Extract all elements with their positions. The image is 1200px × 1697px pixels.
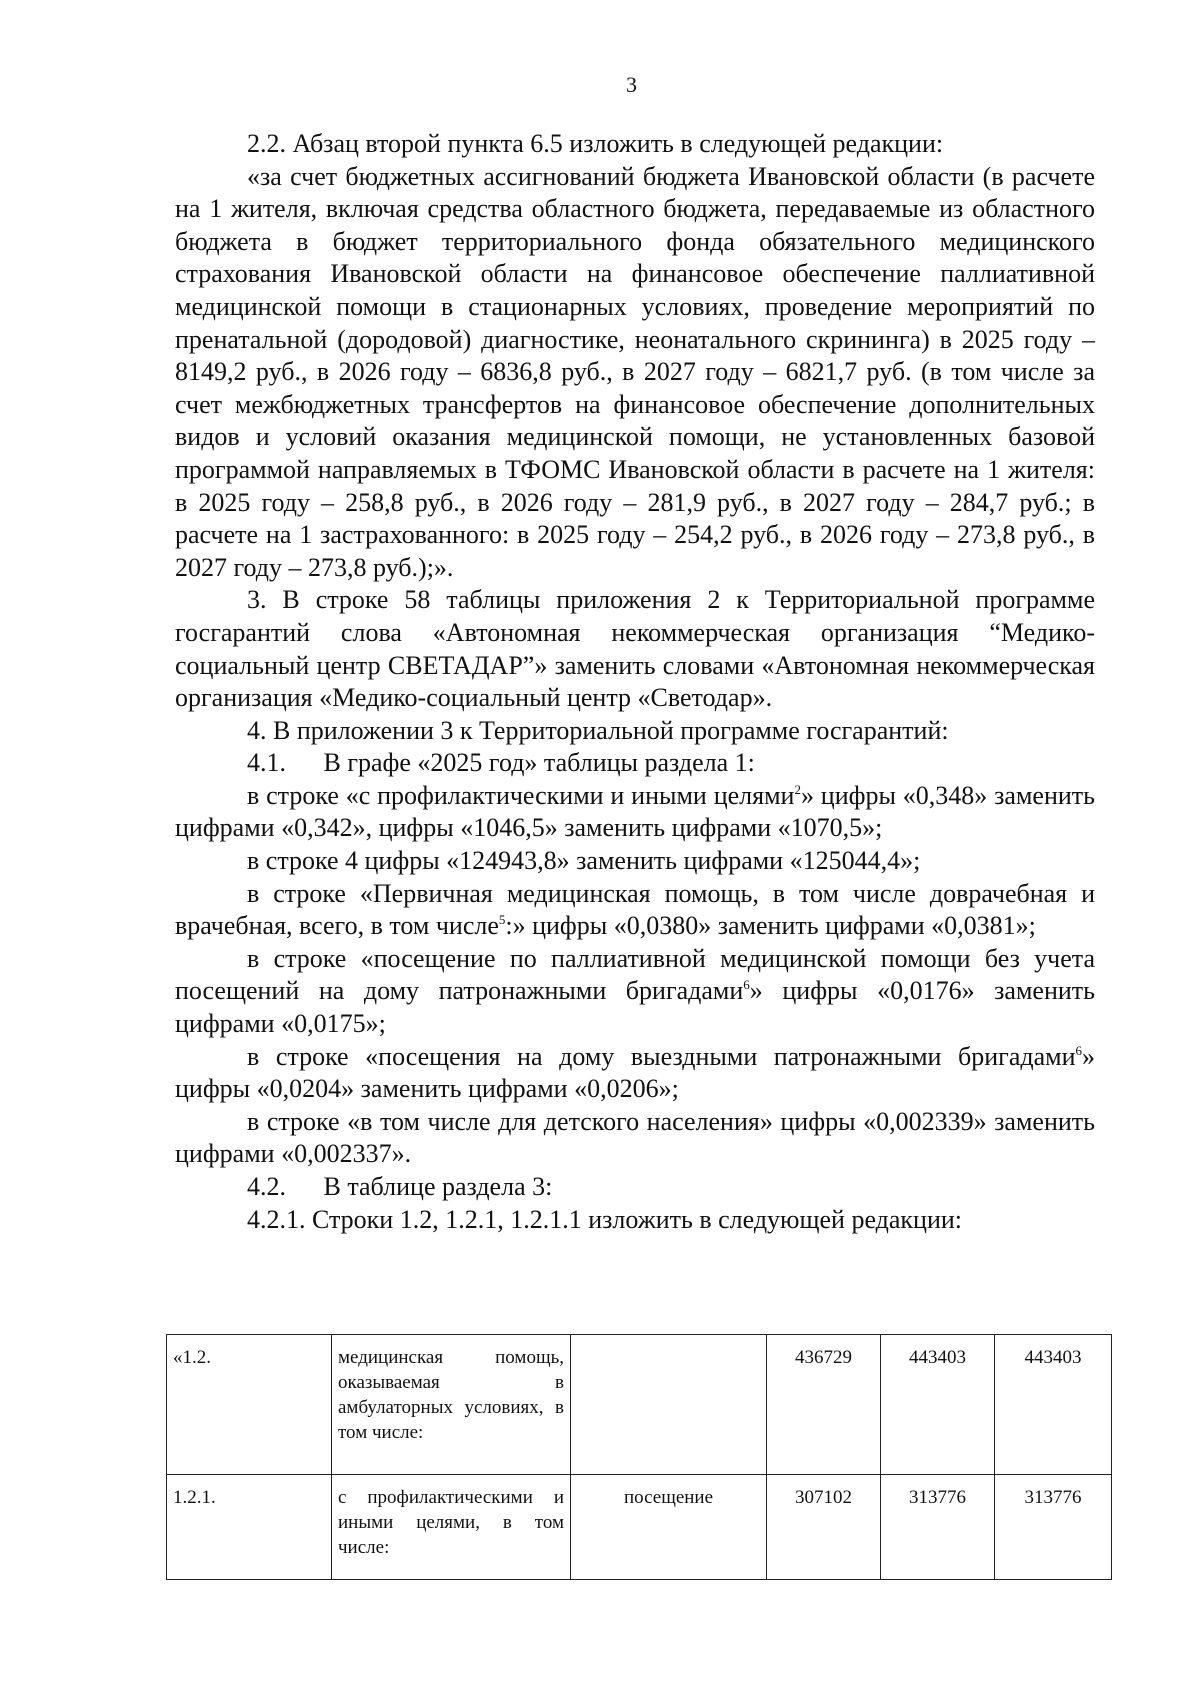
row-value-2: 443403 (881, 1335, 995, 1475)
row-value-3: 313776 (995, 1475, 1112, 1580)
row-value-1: 307102 (767, 1475, 881, 1580)
paragraph-4: 4. В приложении 3 к Территориальной программе госгарантий: (247, 715, 949, 745)
item-4-1-number: 4.1. (247, 748, 286, 778)
edit-line-6: в строке «в том числе для детского населения» цифры «0,002339» заменить цифрами «0,002337». (175, 1106, 1095, 1169)
row-unit: посещение (571, 1475, 767, 1580)
item-4-2-text: В таблице раздела 3: (323, 1172, 553, 1201)
edit-line-3: в строке «Первичная медицинская помощь, в том числе доврачебная и врачебная, всего, в том числе$^5$:» цифры «0,0380» заменить цифрами «0,0381»; (175, 878, 1095, 941)
edit-line-2: в строке 4 цифры «124943,8» заменить цифрами «125044,4»; (247, 846, 921, 876)
amendment-table (166, 1334, 1112, 1580)
row-value-3: 443403 (995, 1335, 1112, 1475)
paragraph-quote: «за счет бюджетных ассигнований бюджета Ивановской области (в расчете на 1 жителя, включая средства областного бюджета, передаваемые из областного бюджета в бюджет территориального фонда обязательного медицинского страхования Ивановской области на финансовое обеспечение паллиативной медицинской помощи в стационарных условиях, проведение мероприятий по пренатальной (дородовой) диагностике, неонатального скрининга) в 2025 году – 8149,2 руб., в 2026 году – 6836,8 руб., в 2027 году – 6821,7 руб. (в том числе за счет межбюджетных трансфертов на финансовое обеспечение дополнительных видов и условий оказания медицинской помощи, не установленных базовой программой направляемых в ТФОМС Ивановской области в расчете на 1 жителя: в 2025 году – 258,8 руб., в 2026 году – 281,9 руб., в 2027 году – 284,7 руб.; в расчете на 1 застрахованного: в 2025 году – 254,2 руб., в 2026 году – 273,8 руб., в 2027 году – 273,8 руб.);». (175, 161, 1095, 582)
item-4-2 (175, 1171, 1095, 1204)
row-name: медицинская помощь, оказываемая в амбулаторных условиях, в том числе: (332, 1335, 571, 1475)
edit-line-4: в строке «посещение по паллиативной медицинской помощи без учета посещений на дому патронажными бригадами$^6$» цифры «0,0176» заменить цифрами «0,0175»; (175, 943, 1095, 1039)
page-number: 3 (626, 72, 637, 97)
row-value-1: 436729 (767, 1335, 881, 1475)
item-4-2-1: 4.2.1. Строки 1.2, 1.2.1, 1.2.1.1 изложить в следующей редакции: (247, 1204, 963, 1234)
table-row (167, 1475, 1112, 1580)
row-code: «1.2. (167, 1335, 332, 1475)
footnote-ref: 6 (743, 977, 750, 993)
paragraph-2-2: 2.2. Абзац второй пункта 6.5 изложить в следующей редакции: (247, 129, 944, 158)
footnote-ref: 2 (794, 781, 801, 797)
paragraph-3: 3. В строке 58 таблицы приложения 2 к Территориальной программе госгарантий слова «Автономная некоммерческая организация “Медико-социальный центр СВЕТАДАР”» заменить словами «Автономная некоммерческая организация «Медико-социальный центр «Светодар». (175, 585, 1095, 713)
edit-line-5: в строке «посещения на дому выездными патронажными бригадами$^6$» цифры «0,0204» заменить цифрами «0,0206»; (175, 1041, 1095, 1104)
item-4-2-number: 4.2. (247, 1172, 286, 1201)
row-value-2: 313776 (881, 1475, 995, 1580)
table-row (167, 1335, 1112, 1475)
row-code: 1.2.1. (167, 1475, 332, 1580)
row-unit (571, 1335, 767, 1475)
footnote-ref: 5 (498, 912, 506, 928)
row-name: с профилактическими и иными целями, в том числе: (332, 1475, 571, 1580)
footnote-ref: 6 (1075, 1042, 1082, 1058)
item-4-1 (175, 747, 1095, 780)
item-4-1-text: В графе «2025 год» таблицы раздела 1: (323, 748, 755, 778)
document-body (175, 128, 1095, 1236)
edit-line-1: в строке «с профилактическими и иными целями$^2$» цифры «0,348» заменить цифрами «0,342», цифры «1046,5» заменить цифрами «1070,5»; (175, 780, 1095, 843)
